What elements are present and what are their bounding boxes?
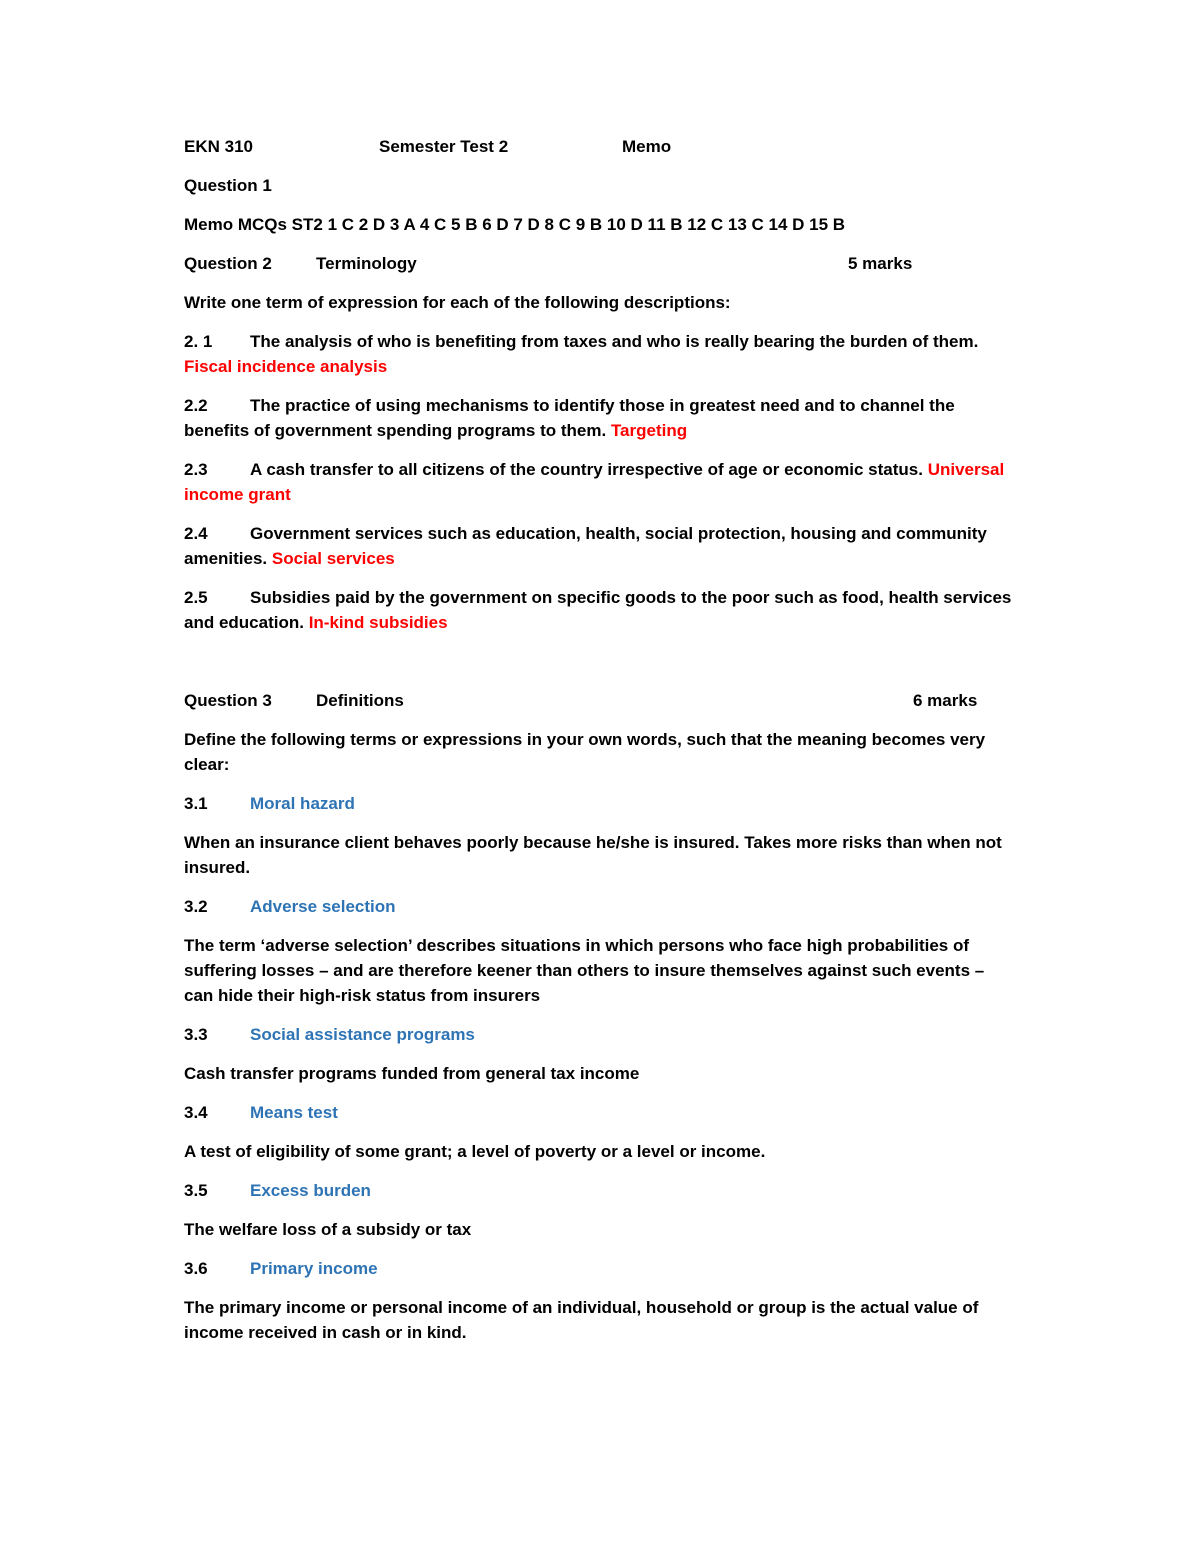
term-number: 3.6 <box>184 1259 208 1278</box>
item-description: Subsidies paid by the government on specific goods to the poor such as food, health services <box>250 588 1012 607</box>
q3-term-5 <box>184 1178 1024 1203</box>
term-label: Adverse selection <box>250 897 396 916</box>
item-number: 2.3 <box>184 460 208 479</box>
term-number: 3.1 <box>184 794 208 813</box>
q3-term-4 <box>184 1100 1024 1125</box>
item-answer: Fiscal incidence analysis <box>184 357 388 376</box>
term-label: Means test <box>250 1103 338 1122</box>
item-description: Government services such as education, health, social protection, housing and community <box>250 524 987 543</box>
term-label: Social assistance programs <box>250 1025 475 1044</box>
item-description: The practice of using mechanisms to identify those in greatest need and to channel the <box>250 396 955 415</box>
item-answer: Targeting <box>610 421 688 440</box>
q3-term-6 <box>184 1256 1024 1281</box>
item-description-cont: and education. <box>184 613 304 632</box>
doc-type: Memo <box>622 137 672 156</box>
q2-item-1 <box>184 329 1024 379</box>
q2-marks: 5 marks <box>848 254 913 273</box>
item-description-cont: amenities. <box>184 549 268 568</box>
definition-line: suffering losses – and are therefore keener than others to insure themselves against such events – <box>184 961 985 980</box>
q3-term-1 <box>184 791 1024 816</box>
item-description: A cash transfer to all citizens of the country irrespective of age or economic status. <box>250 460 923 479</box>
test-name: Semester Test 2 <box>379 137 509 156</box>
q3-term-3 <box>184 1022 1024 1047</box>
q2-item-4 <box>184 521 1024 571</box>
item-description-cont: benefits of government spending programs to them. <box>184 421 607 440</box>
item-description: The analysis of who is benefiting from taxes and who is really bearing the burden of them. <box>250 332 979 351</box>
q3-definition-6 <box>184 1295 1024 1345</box>
q2-item-5 <box>184 585 1024 635</box>
q3-instruction-line-1: Define the following terms or expressions in your own words, such that the meaning becomes very <box>184 730 986 749</box>
q2-title: Question 2 <box>184 254 272 273</box>
q3-title: Question 3 <box>184 691 272 710</box>
q3-definition-4: A test of eligibility of some grant; a level of poverty or a level or income. <box>184 1142 766 1161</box>
q3-instruction <box>184 727 1024 777</box>
q3-term-2 <box>184 894 1024 919</box>
term-label: Primary income <box>250 1259 378 1278</box>
item-number: 2. 1 <box>184 332 213 351</box>
q1-memo: Memo MCQs ST2 1 C 2 D 3 A 4 C 5 B 6 D 7 D 8 C 9 B 10 D 11 B 12 C 13 C 14 D 15 B <box>184 215 846 234</box>
definition-line: When an insurance client behaves poorly because he/she is insured. Takes more risks than when not <box>184 833 1002 852</box>
q3-topic: Definitions <box>316 691 404 710</box>
q2-item-2 <box>184 393 1024 443</box>
term-number: 3.3 <box>184 1025 208 1044</box>
item-answer: Universal <box>927 460 1005 479</box>
item-number: 2.5 <box>184 588 208 607</box>
term-number: 3.2 <box>184 897 208 916</box>
item-answer: In-kind subsidies <box>308 613 448 632</box>
item-number: 2.2 <box>184 396 208 415</box>
term-number: 3.4 <box>184 1103 208 1122</box>
q3-instruction-line-2: clear: <box>184 755 230 774</box>
definition-line: income received in cash or in kind. <box>184 1323 467 1342</box>
definition-line: can hide their high-risk status from insurers <box>184 986 541 1005</box>
q3-definition-3: Cash transfer programs funded from general tax income <box>184 1064 640 1083</box>
term-label: Moral hazard <box>250 794 355 813</box>
q1-title: Question 1 <box>184 176 272 195</box>
definition-line: The term ‘adverse selection’ describes situations in which persons who face high probabilities of <box>184 936 970 955</box>
term-number: 3.5 <box>184 1181 208 1200</box>
q3-header <box>184 688 1024 713</box>
q3-definition-1 <box>184 830 1024 880</box>
term-label: Excess burden <box>250 1181 371 1200</box>
item-number: 2.4 <box>184 524 208 543</box>
definition-line: insured. <box>184 858 251 877</box>
q2-header <box>184 251 1024 276</box>
definition-line: The primary income or personal income of an individual, household or group is the actual value of <box>184 1298 979 1317</box>
item-answer-cont: income grant <box>184 485 291 504</box>
document-header <box>184 134 1024 159</box>
course-code: EKN 310 <box>184 137 253 156</box>
q2-item-3 <box>184 457 1024 507</box>
q3-marks: 6 marks <box>913 691 978 710</box>
q2-instruction: Write one term of expression for each of the following descriptions: <box>184 293 731 312</box>
q3-definition-5: The welfare loss of a subsidy or tax <box>184 1220 472 1239</box>
q2-topic: Terminology <box>316 254 417 273</box>
q3-definition-2 <box>184 933 1024 1008</box>
item-answer: Social services <box>271 549 395 568</box>
document-content <box>184 134 1024 1345</box>
